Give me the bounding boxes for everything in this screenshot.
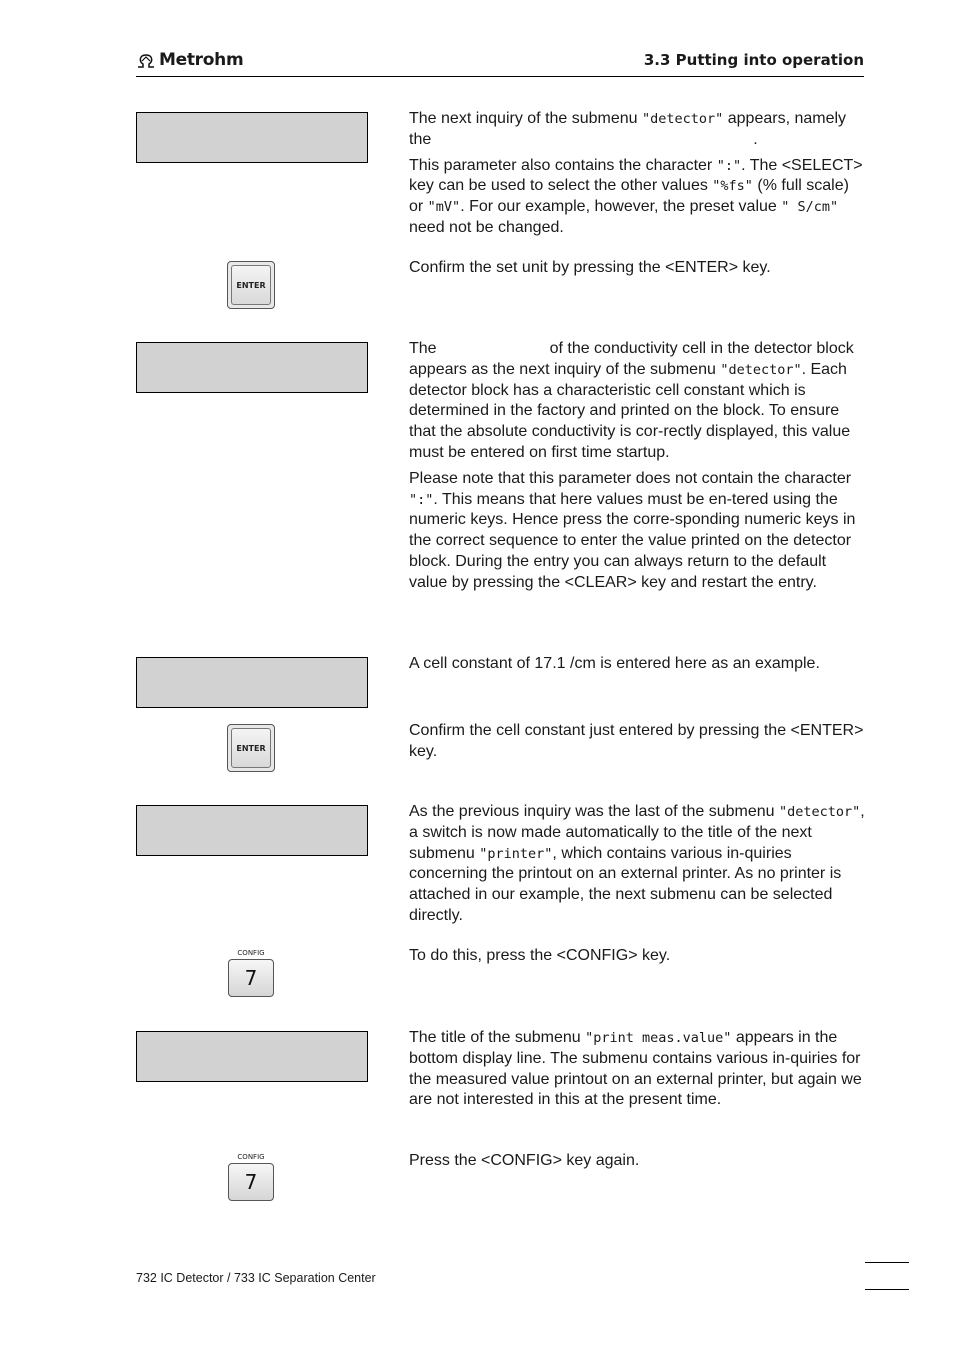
config-key[interactable]: CONFIG 7	[227, 949, 275, 997]
step-cell-constant-text	[409, 339, 865, 599]
logo-text: Metrohm	[159, 50, 244, 70]
enter-key[interactable]: ENTER	[227, 261, 275, 309]
step-unit-text	[409, 109, 865, 244]
footer-rule-top	[865, 1262, 909, 1263]
enter-key[interactable]: ENTER	[227, 724, 275, 772]
step-print-meas-text	[409, 1028, 865, 1116]
step-confirm-constant-text: Confirm the cell constant just entered by pressing the <ENTER> key.	[409, 722, 864, 760]
paragraph: The of the conductivity cell in the detector block appears as the next inquiry of the submenu "detector". Each detector block has a characteristic cell constant which is determined in the factory and printed on the block. To ensure that the absolute conductivity is cor-rectly displayed, this value must be entered on first time startup.	[409, 340, 854, 461]
omega-logo-icon	[136, 52, 156, 68]
footer-rule-bottom	[865, 1289, 909, 1290]
paragraph: The title of the submenu "print meas.value" appears in the bottom display line. The submenu contains various in-quiries for the measured value printout on an external printer, but again we are not interested in this at the present time.	[409, 1029, 862, 1109]
display-panel-cell-value	[136, 657, 368, 708]
config-key[interactable]: CONFIG 7	[227, 1153, 275, 1201]
paragraph: Please note that this parameter does not contain the character ":". This means that here values must be en-tered using the numeric keys. Hence press the corre-sponding numeric keys in the correct sequence to enter the value printed on the detector block. During the entry you can always return to the default value by pressing the <CLEAR> key and restart the entry.	[409, 469, 856, 591]
paragraph: The next inquiry of the submenu "detector" appears, namely the .	[409, 110, 847, 148]
display-panel-unit	[136, 112, 368, 163]
metrohm-logo	[136, 50, 243, 70]
paragraph: This parameter also contains the character ":". The <SELECT> key can be used to select the other values "%fs" (% full scale) or "mV". For our example, however, the preset value " S/cm" need not be changed.	[409, 156, 863, 236]
step-config-again-text: Press the <CONFIG> key again.	[409, 1152, 640, 1169]
header-divider	[136, 76, 864, 77]
display-panel-print-meas	[136, 1031, 368, 1082]
step-config-text: To do this, press the <CONFIG> key.	[409, 947, 671, 964]
step-printer-text	[409, 802, 865, 932]
display-panel-cell-constant	[136, 342, 368, 393]
section-title: 3.3 Putting into operation	[643, 51, 864, 69]
paragraph: As the previous inquiry was the last of the submenu "detector", a switch is now made automatically to the title of the next submenu "printer", which contains various in-quiries concerning the printout on an external printer. As no printer is attached in our example, the next submenu can be selected directly.	[409, 803, 865, 924]
step-example-text: A cell constant of 17.1 /cm is entered here as an example.	[409, 655, 820, 672]
step-confirm-unit-text: Confirm the set unit by pressing the <ENTER> key.	[409, 259, 771, 276]
display-panel-printer	[136, 805, 368, 856]
footer-product: 732 IC Detector / 733 IC Separation Center	[136, 1271, 376, 1285]
